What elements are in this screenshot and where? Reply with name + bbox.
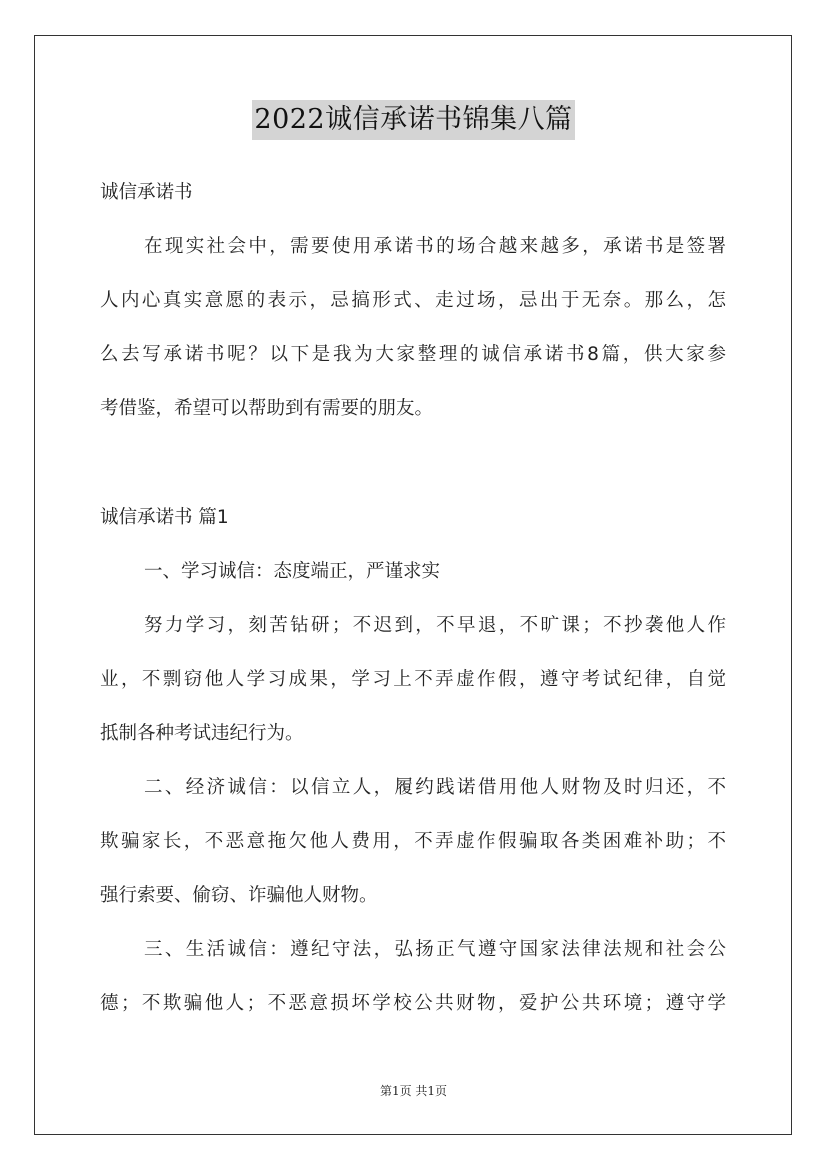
- section-line-9: 德；不欺骗他人；不恶意损坏学校公共财物，爱护公共环境；遵守学: [100, 993, 726, 1014]
- intro-heading: 诚信承诺书: [100, 182, 193, 203]
- section-block: [100, 491, 726, 1031]
- section-line-4: 抵制各种考试违纪行为。: [100, 723, 304, 744]
- intro-line-4: 考借鉴，希望可以帮助到有需要的朋友。: [100, 398, 434, 419]
- section-heading: 诚信承诺书 篇1: [100, 507, 229, 528]
- section-line-6: 欺骗家长，不恶意拖欠他人费用，不弄虚作假骗取各类困难补助；不: [100, 831, 726, 852]
- document-title: 2022诚信承诺书锦集八篇: [252, 100, 574, 140]
- section-line-5: 二、经济诚信：以信立人，履约践诺借用他人财物及时归还，不: [144, 777, 726, 798]
- section-line-8: 三、生活诚信：遵纪守法，弘扬正气遵守国家法律法规和社会公: [144, 939, 726, 960]
- page-footer: 第1页 共1页: [379, 1084, 448, 1098]
- title-area: [0, 100, 827, 140]
- section-line-7: 强行索要、偷窃、诈骗他人财物。: [100, 885, 378, 906]
- section-line-2: 努力学习，刻苦钻研；不迟到，不早退，不旷课；不抄袭他人作: [144, 615, 726, 636]
- intro-line-3: 么去写承诺书呢？以下是我为大家整理的诚信承诺书8篇，供大家参: [100, 344, 726, 365]
- section-line-3: 业，不剽窃他人学习成果，学习上不弄虚作假，遵守考试纪律，自觉: [100, 669, 726, 690]
- section-line-1: 一、学习诚信：态度端正，严谨求实: [144, 561, 441, 582]
- intro-line-1: 在现实社会中，需要使用承诺书的场合越来越多，承诺书是签署: [144, 236, 726, 257]
- intro-block: [100, 166, 726, 436]
- intro-line-2: 人内心真实意愿的表示，忌搞形式、走过场，忌出于无奈。那么，怎: [100, 290, 726, 311]
